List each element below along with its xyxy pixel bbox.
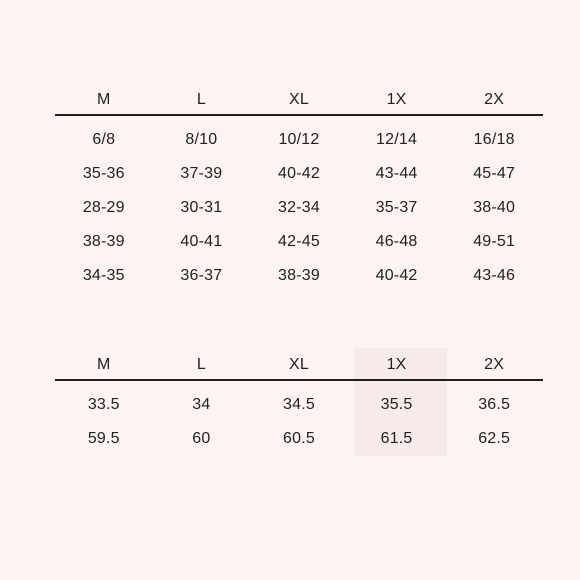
table-cell: 6/8 [92,131,116,148]
header-cell-2x: 2X [484,356,505,373]
header-cell-2x: 2X [484,91,505,108]
table-cell: 35.5 [380,396,413,413]
table-cell: 59.5 [87,430,120,447]
table-cell: 46-48 [375,233,418,250]
table-cell: 35-36 [82,165,125,182]
table-cell: 45-47 [473,165,516,182]
table-cell: 28-29 [82,199,125,216]
table-cell: 34-35 [82,267,125,284]
table-cell: 37-39 [180,165,223,182]
table-cell: 38-40 [473,199,516,216]
table-cell: 43-46 [473,267,516,284]
table-cell: 16/18 [473,131,515,148]
table-cell: 62.5 [478,430,511,447]
table-cell: 40-41 [180,233,223,250]
header-cell-m: M [97,91,111,108]
table-body [55,116,543,293]
table-cell: 34 [192,396,211,413]
header-cell-xl: XL [288,91,309,108]
size-table-secondary [55,349,543,456]
table-cell: 42-45 [278,233,320,250]
table-cell: 32-34 [278,199,320,216]
table-cell: 60 [192,430,211,447]
header-cell-xl: XL [288,356,309,373]
table-cell: 43-44 [375,165,418,182]
table-cell: 61.5 [380,430,413,447]
table-cell: 40-42 [278,165,320,182]
table-row [55,422,543,456]
size-table-primary [55,84,543,293]
table-row [55,157,543,191]
table-row [55,225,543,259]
table-cell: 10/12 [278,131,320,148]
header-cell-1x: 1X [386,356,407,373]
table-cell: 36.5 [478,396,511,413]
table-cell: 34.5 [283,396,315,413]
table-cell: 36-37 [180,267,223,284]
table-cell: 30-31 [180,199,223,216]
table-header-row [55,349,543,381]
table-cell: 40-42 [375,267,418,284]
table-row [55,259,543,293]
header-cell-l: L [196,356,206,373]
table-cell: 33.5 [87,396,120,413]
table-cell: 60.5 [283,430,315,447]
table-row [55,388,543,422]
table-cell: 49-51 [473,233,516,250]
table-row [55,123,543,157]
table-body [55,381,543,456]
table-cell: 8/10 [185,131,218,148]
table-cell: 38-39 [82,233,125,250]
table-cell: 12/14 [376,131,418,148]
table-cell: 38-39 [278,267,320,284]
header-cell-1x: 1X [386,91,407,108]
header-cell-m: M [97,356,111,373]
table-row [55,191,543,225]
header-cell-l: L [196,91,206,108]
table-cell: 35-37 [375,199,418,216]
table-header-row [55,84,543,116]
